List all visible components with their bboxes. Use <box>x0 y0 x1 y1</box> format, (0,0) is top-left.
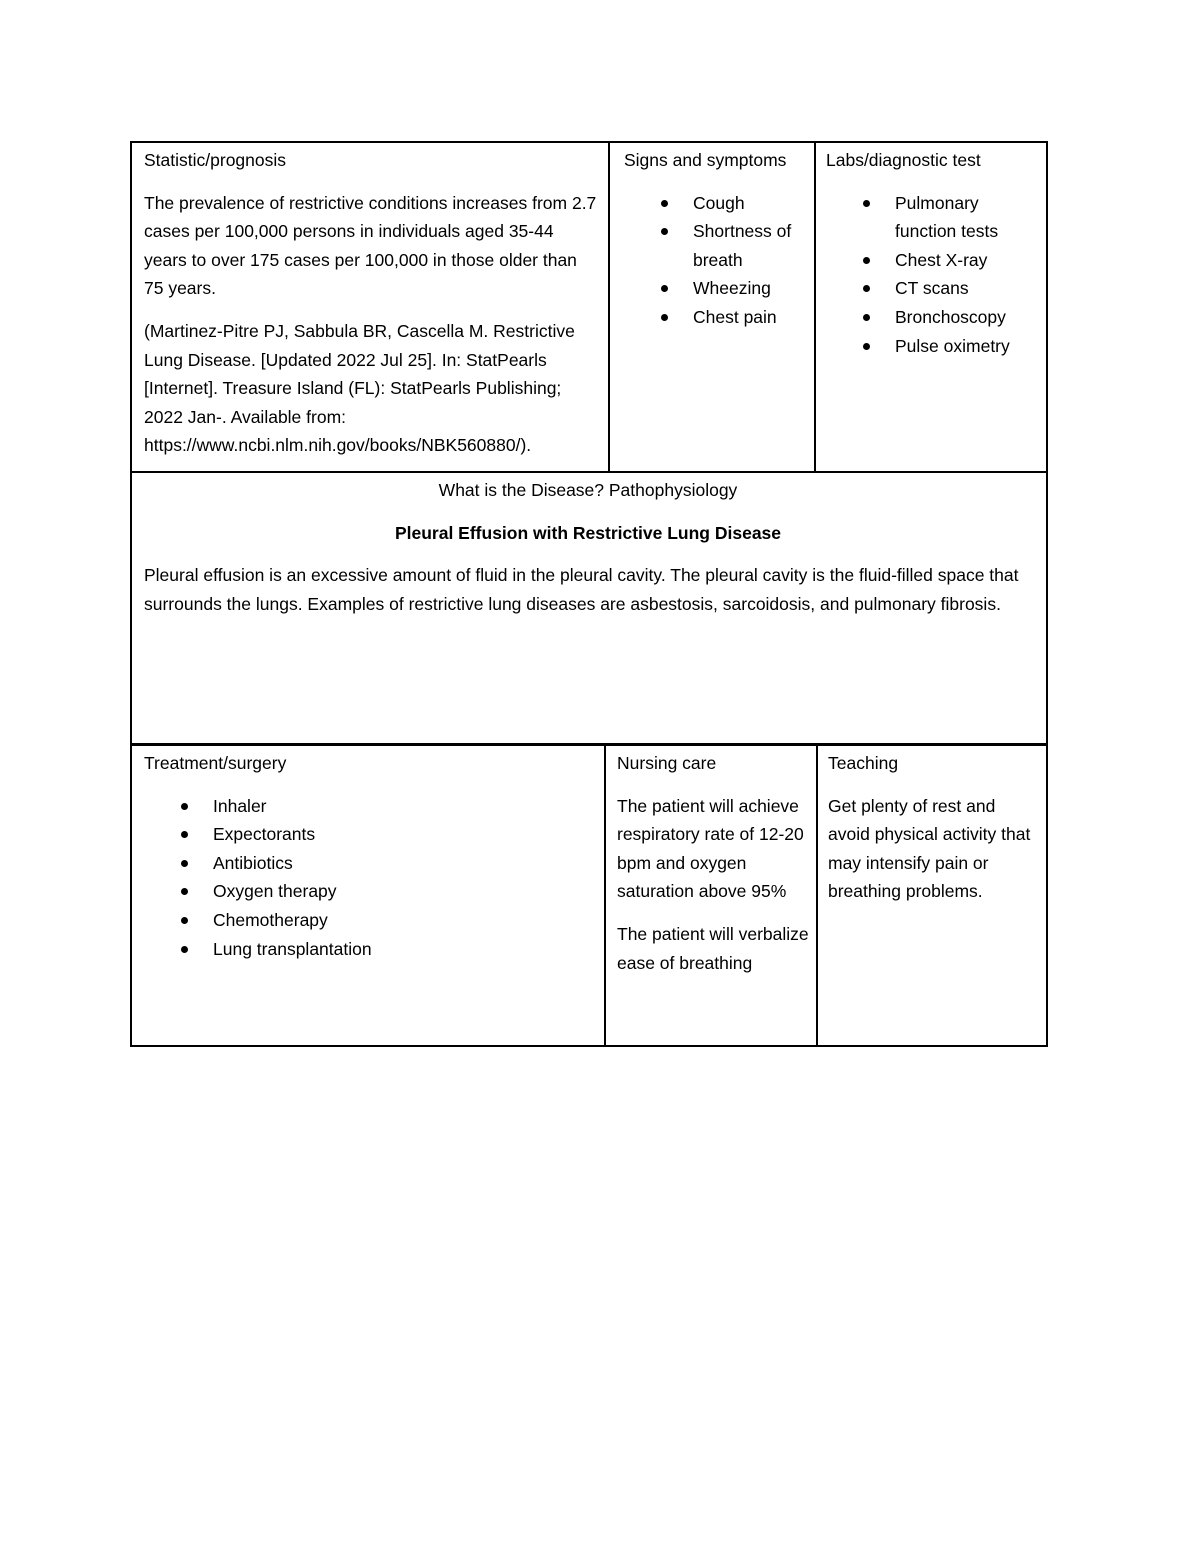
treatment-heading: Treatment/surgery <box>144 753 287 773</box>
list-item: Shortness of breath <box>624 217 808 274</box>
list-item: Lung transplantation <box>144 935 594 964</box>
signs-list <box>624 189 808 332</box>
treatment-list <box>144 792 594 964</box>
list-item: Oxygen therapy <box>144 877 594 906</box>
statistic-heading: Statistic/prognosis <box>144 150 287 170</box>
teaching-cell <box>818 746 1046 1045</box>
nursing-goal-2: The patient will verbalize ease of breathing <box>617 923 809 973</box>
labs-list <box>826 189 1040 361</box>
labs-heading: Labs/diagnostic test <box>826 150 981 170</box>
list-item: Cough <box>624 189 808 218</box>
list-item: Inhaler <box>144 792 594 821</box>
list-item: Pulmonary function tests <box>826 189 1040 246</box>
list-item: Pulse oximetry <box>826 332 1040 361</box>
table-border-right <box>1046 141 1048 1047</box>
list-item: Wheezing <box>624 274 808 303</box>
teaching-heading: Teaching <box>828 753 899 773</box>
statistic-paragraph: The prevalence of restrictive conditions increases from 2.7 cases per 100,000 persons in individuals aged 35-44 years to over 175 cases per 100,000 in those older than 75 years. <box>144 192 597 299</box>
statistic-cell <box>132 143 608 471</box>
list-item: Chest X-ray <box>826 246 1040 275</box>
list-item: Bronchoscopy <box>826 303 1040 332</box>
nursing-cell <box>606 746 816 1045</box>
list-item: CT scans <box>826 274 1040 303</box>
citation-paragraph: (Martinez-Pitre PJ, Sabbula BR, Cascella M. Restrictive Lung Disease. [Updated 2022 Jul 25]. In: StatPearls [Internet]. Treasure Island (FL): StatPearls Publishing; 2022 Jan-. Available from: https://www.ncbi.nlm.nih.gov/books/NBK560880/). <box>144 320 575 456</box>
list-item: Antibiotics <box>144 849 594 878</box>
signs-cell <box>610 143 814 471</box>
nursing-heading: Nursing care <box>617 753 717 773</box>
treatment-cell <box>132 746 604 1045</box>
table-border-bottom <box>130 1045 1048 1047</box>
nursing-goal-1: The patient will achieve respiratory rate of 12-20 bpm and oxygen saturation above 95% <box>617 795 804 902</box>
list-item: Expectorants <box>144 820 594 849</box>
pathophysiology-cell <box>132 473 1046 743</box>
labs-cell <box>816 143 1046 471</box>
teaching-paragraph: Get plenty of rest and avoid physical activity that may intensify pain or breathing problems. <box>828 795 1031 902</box>
disease-title: Pleural Effusion with Restrictive Lung Disease <box>394 522 782 543</box>
pathophysiology-heading: What is the Disease? Pathophysiology <box>438 480 738 500</box>
list-item: Chest pain <box>624 303 808 332</box>
signs-heading: Signs and symptoms <box>624 150 787 170</box>
pathophysiology-paragraph: Pleural effusion is an excessive amount of fluid in the pleural cavity. The pleural cavity is the fluid-filled space that surrounds the lungs. Examples of restrictive lung diseases are asbestosis, sarcoidosis, and pulmonary fibrosis. <box>144 565 1019 614</box>
list-item: Chemotherapy <box>144 906 594 935</box>
